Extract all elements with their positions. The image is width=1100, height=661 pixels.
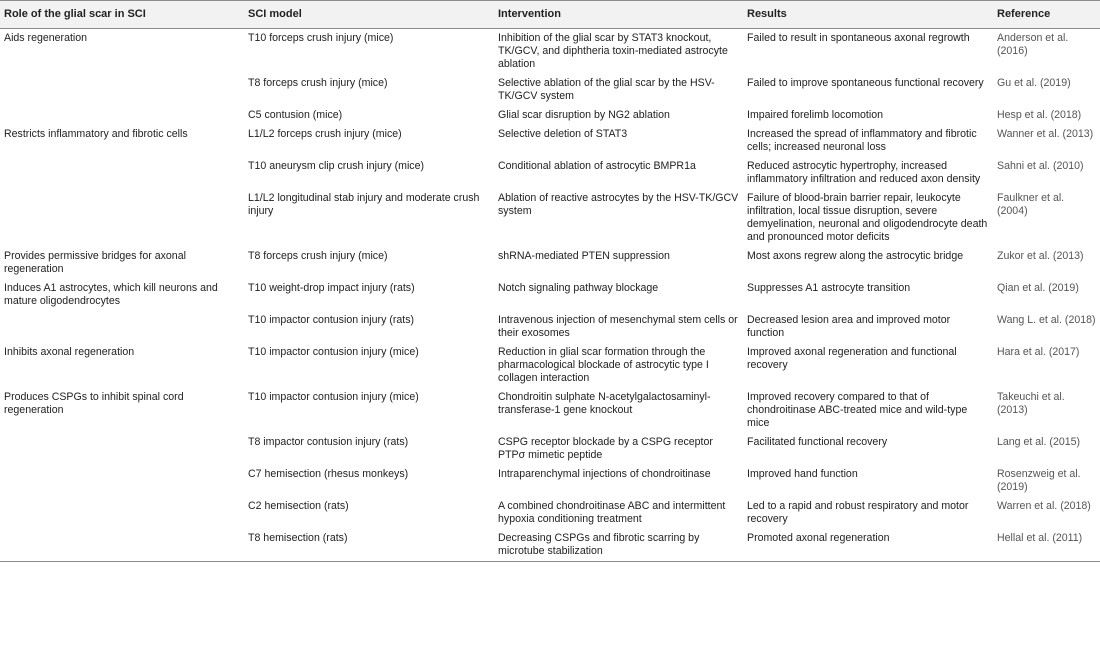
table-row [0,465,1100,497]
reference-cell: Hara et al. (2017) [997,346,1080,358]
intervention-cell: Reduction in glial scar formation through the pharmacological blockade of astrocytic type I collagen interaction [498,346,709,384]
intervention-cell: Selective deletion of STAT3 [498,128,628,140]
reference-cell: Qian et al. (2019) [997,282,1079,294]
sci-model-cell: T8 forceps crush injury (mice) [248,250,388,262]
table-row [0,29,1100,75]
role-cell [0,106,244,125]
results-cell: Led to a rapid and robust respiratory and motor recovery [747,500,969,525]
table-row [0,279,1100,311]
role-cell: Provides permissive bridges for axonal regeneration [4,250,186,275]
reference-cell: Wang L. et al. (2018) [997,314,1096,326]
table-row [0,247,1100,279]
results-cell: Increased the spread of inflammatory and fibrotic cells; increased neuronal loss [747,128,977,153]
header-intervention: Intervention [494,1,743,29]
intervention-cell: Ablation of reactive astrocytes by the HSV-TK/GCV system [498,192,739,217]
intervention-cell: Notch signaling pathway blockage [498,282,659,294]
intervention-cell: Intravenous injection of mesenchymal stem cells or their exosomes [498,314,738,339]
sci-model-cell: T10 aneurysm clip crush injury (mice) [248,160,425,172]
header-sci-model: SCI model [244,1,494,29]
reference-cell: Hesp et al. (2018) [997,109,1082,121]
reference-cell: Hellal et al. (2011) [993,529,1100,562]
results-cell: Facilitated functional recovery [747,436,888,448]
results-cell: Failure of blood-brain barrier repair, leukocyte infiltration, local tissue disruption, severe demyelination, neuronal and oligodendrocyte death and pronounced motor deficits [747,192,988,243]
role-cell: Restricts inflammatory and fibrotic cells [4,128,188,140]
table-row [0,433,1100,465]
intervention-cell: Decreasing CSPGs and fibrotic scarring by microtube stabilization [494,529,743,562]
reference-cell: Anderson et al. (2016) [997,32,1069,57]
results-cell: Failed to improve spontaneous functional recovery [747,77,984,89]
intervention-cell: CSPG receptor blockade by a CSPG receptor PTPσ mimetic peptide [498,436,713,461]
role-cell [0,311,244,343]
table-row [0,497,1100,529]
header-results: Results [743,1,993,29]
role-cell [0,529,244,562]
header-role: Role of the glial scar in SCI [0,1,244,29]
role-cell: Inhibits axonal regeneration [4,346,135,358]
results-cell: Improved axonal regeneration and functional recovery [747,346,957,371]
table-header-row [0,1,1100,29]
reference-cell: Sahni et al. (2010) [997,160,1084,172]
role-cell [0,497,244,529]
role-cell: Aids regeneration [4,32,88,44]
role-cell [0,433,244,465]
reference-cell: Faulkner et al. (2004) [997,192,1065,217]
table-row [0,343,1100,388]
intervention-cell: Intraparenchymal injections of chondroitinase [498,468,711,480]
sci-model-cell: C7 hemisection (rhesus monkeys) [248,468,409,480]
sci-model-cell: C2 hemisection (rats) [248,500,349,512]
role-cell [0,74,244,106]
table-row [0,157,1100,189]
table-body [0,29,1100,562]
results-cell: Impaired forelimb locomotion [747,109,884,121]
intervention-cell: Conditional ablation of astrocytic BMPR1a [498,160,696,172]
sci-model-cell: T10 impactor contusion injury (mice) [248,346,419,358]
results-cell: Failed to result in spontaneous axonal regrowth [747,32,970,44]
reference-cell: Warren et al. (2018) [997,500,1091,512]
sci-model-cell: T10 forceps crush injury (mice) [248,32,394,44]
sci-model-cell: T8 forceps crush injury (mice) [248,77,388,89]
reference-cell: Lang et al. (2015) [997,436,1081,448]
results-cell: Promoted axonal regeneration [743,529,993,562]
role-cell [0,465,244,497]
table-row [0,125,1100,157]
header-reference: Reference [993,1,1100,29]
results-cell: Improved hand function [747,468,858,480]
results-cell: Decreased lesion area and improved motor function [747,314,951,339]
sci-model-cell: T10 weight-drop impact injury (rats) [248,282,415,294]
reference-cell: Rosenzweig et al. (2019) [997,468,1081,493]
intervention-cell: A combined chondroitinase ABC and intermittent hypoxia conditioning treatment [498,500,726,525]
table-row [0,311,1100,343]
reference-cell: Gu et al. (2019) [997,77,1071,89]
sci-model-cell: L1/L2 forceps crush injury (mice) [248,128,402,140]
intervention-cell: Chondroitin sulphate N-acetylgalactosaminyl-transferase-1 gene knockout [498,391,711,416]
table-row [0,74,1100,106]
results-cell: Improved recovery compared to that of chondroitinase ABC-treated mice and wild-type mice [747,391,968,429]
sci-model-cell: L1/L2 longitudinal stab injury and moderate crush injury [248,192,480,217]
results-cell: Suppresses A1 astrocyte transition [747,282,911,294]
intervention-cell: Glial scar disruption by NG2 ablation [498,109,670,121]
role-cell: Induces A1 astrocytes, which kill neurons and mature oligodendrocytes [4,282,218,307]
table-row [0,529,1100,562]
results-cell: Reduced astrocytic hypertrophy, increased inflammatory infiltration and reduced axon density [747,160,981,185]
reference-cell: Takeuchi et al. (2013) [997,391,1065,416]
intervention-cell: Selective ablation of the glial scar by the HSV-TK/GCV system [498,77,715,102]
table-row [0,106,1100,125]
results-cell: Most axons regrew along the astrocytic bridge [747,250,964,262]
sci-model-cell: T10 impactor contusion injury (rats) [248,314,415,326]
role-cell [0,157,244,189]
reference-cell: Wanner et al. (2013) [997,128,1094,140]
role-cell: Produces CSPGs to inhibit spinal cord regeneration [4,391,184,416]
sci-model-cell: T8 hemisection (rats) [244,529,494,562]
intervention-cell: shRNA-mediated PTEN suppression [498,250,670,262]
sci-model-cell: T8 impactor contusion injury (rats) [248,436,409,448]
sci-model-cell: C5 contusion (mice) [248,109,343,121]
table-row [0,388,1100,433]
intervention-cell: Inhibition of the glial scar by STAT3 knockout, TK/GCV, and diphtheria toxin-mediated astrocyte ablation [498,32,728,70]
role-cell [0,189,244,247]
table-row [0,189,1100,247]
sci-model-cell: T10 impactor contusion injury (mice) [248,391,419,403]
reference-cell: Zukor et al. (2013) [997,250,1084,262]
